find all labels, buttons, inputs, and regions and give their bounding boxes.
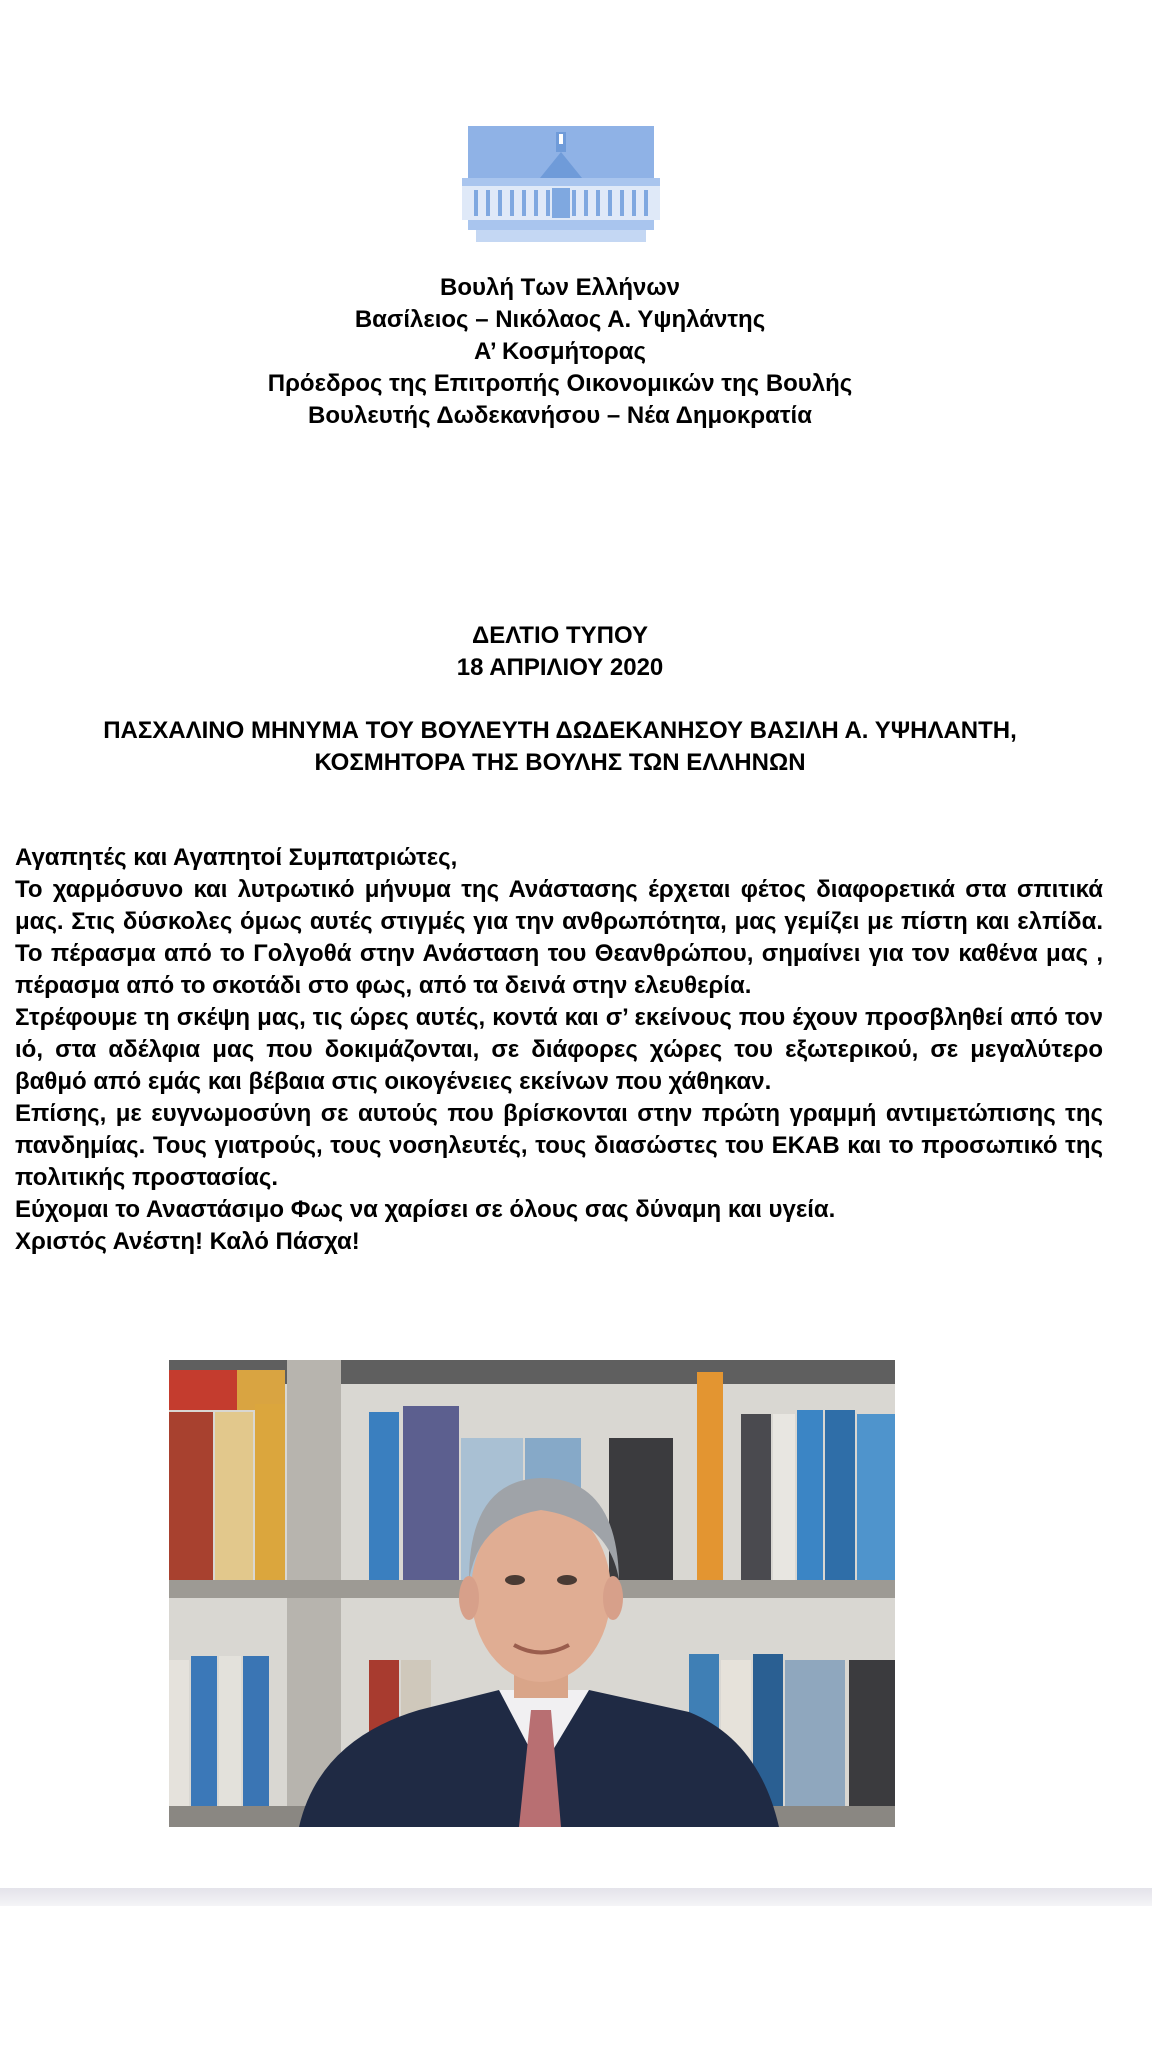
title-line-1: ΠΑΣΧΑΛΙΝΟ ΜΗΝΥΜΑ ΤΟΥ ΒΟΥΛΕΥΤΗ ΔΩΔΕΚΑΝΗΣΟΥ ΒΑΣΙΛΗ Α. ΥΨΗΛΑΝΤΗ, (103, 717, 1017, 744)
parliament-logo (462, 124, 660, 244)
bottom-divider (0, 1888, 1152, 1906)
paragraph-2: Στρέφουμε τη σκέψη μας, τις ώρες αυτές, κοντά και σ’ εκείνους που έχουν προσβληθεί από τον ιό, στα αδέλφια μας που δοκιμάζονται, σε διάφορες χώρες του εξωτερικού, σε μεγαλύτερο βαθμό από εμάς και βέβαια στις οικογένειες εκείνων που χάθηκαν. (15, 1004, 1103, 1095)
release-block (0, 620, 1120, 684)
wish: Εύχομαι το Αναστάσιμο Φως να χαρίσει σε όλους σας δύναμη και υγεία. (15, 1196, 836, 1223)
press-release-title (0, 715, 1120, 779)
paragraph-1: Το χαρμόσυνο και λυτρωτικό μήνυμα της Ανάστασης έρχεται φέτος διαφορετικά στα σπιτικά μας. Στις δύσκολες όμως αυτές στιγμές για την ανθρωπότητα, μας γεμίζει με πίστη και ελπίδα. Το πέρασμα από το Γολγοθά στην Ανάσταση του Θεανθρώπου, σημαίνει για τον καθένα μας , πέρασμα από το σκοτάδι στο φως, από τα δεινά στην ελευθερία. (15, 876, 1103, 999)
release-label: ΔΕΛΤΙΟ ΤΥΠΟΥ (472, 622, 648, 649)
portrait-photo (169, 1360, 895, 1827)
paragraph-3: Επίσης, με ευγνωμοσύνη σε αυτούς που βρίσκονται στην πρώτη γραμμή αντιμετώπισης της πανδημίας. Τους γιατρούς, τους νοσηλευτές, τους διασώστες του ΕΚΑΒ και το προσωπικό της πολιτικής προστασίας. (15, 1100, 1103, 1191)
bottom-blank-area (0, 1906, 1152, 2048)
greeting: Αγαπητές και Αγαπητοί Συμπατριώτες, (15, 844, 458, 871)
title-line-2: ΚΟΣΜΗΤΟΡΑ ΤΗΣ ΒΟΥΛΗΣ ΤΩΝ ΕΛΛΗΝΩΝ (314, 749, 806, 776)
closing: Χριστός Ανέστη! Καλό Πάσχα! (15, 1228, 360, 1255)
mp-name: Βασίλειος – Νικόλαος Α. Υψηλάντης (354, 306, 766, 333)
header-block (0, 272, 1120, 432)
mp-role: Α’ Κοσμήτορας (473, 338, 646, 365)
constituency: Βουλευτής Δωδεκανήσου – Νέα Δημοκρατία (308, 402, 812, 429)
message-body (15, 842, 1103, 1258)
release-date: 18 ΑΠΡΙΛΙΟΥ 2020 (456, 654, 664, 681)
committee-title: Πρόεδρος της Επιτροπής Οικονομικών της Βουλής (267, 370, 853, 397)
institution-name: Βουλή Των Ελλήνων (440, 274, 680, 301)
